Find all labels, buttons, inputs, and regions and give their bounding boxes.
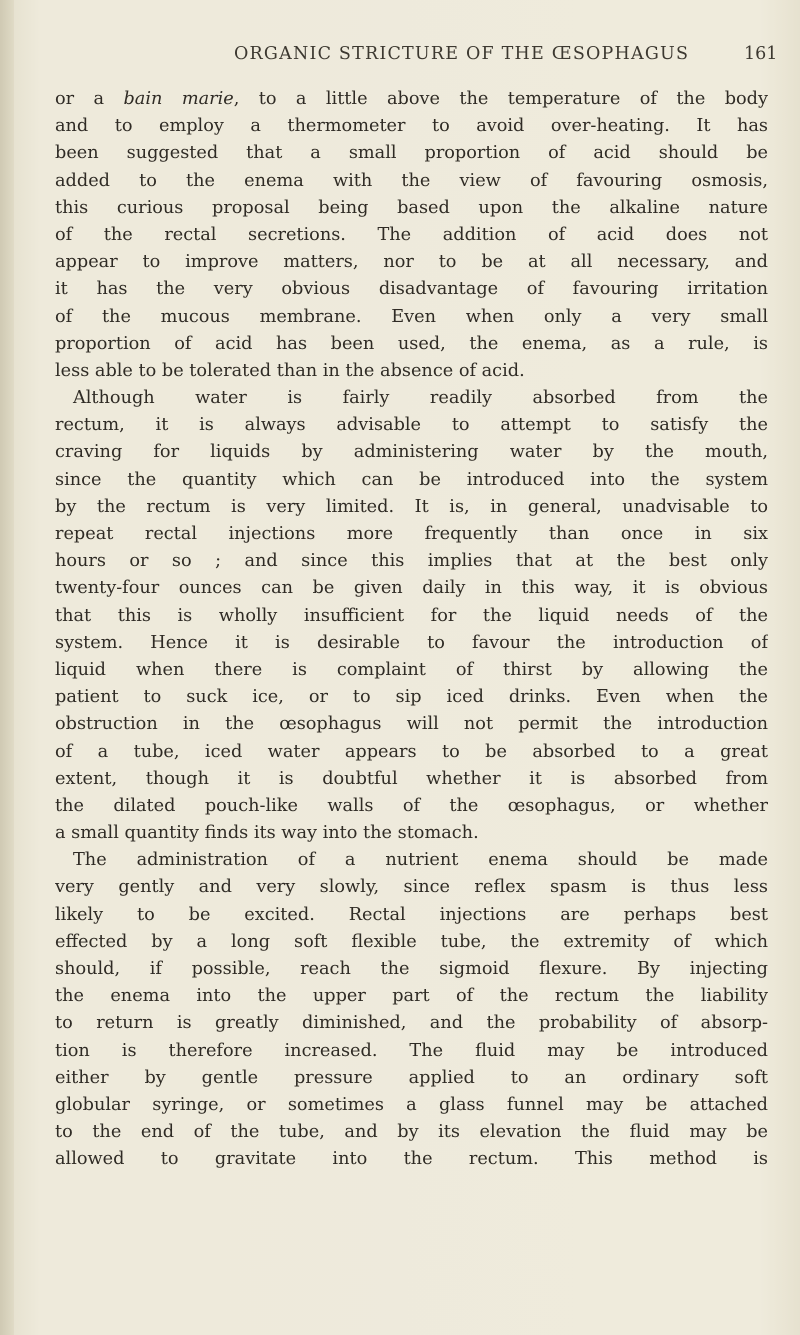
text-line: system. Hence it is desirable to favour the introduction of	[55, 632, 768, 653]
text-line: to the end of the tube, and by its elevation the fluid may be	[55, 1122, 768, 1143]
text-line: to return is greatly diminished, and the probability of absorp-	[55, 1013, 768, 1034]
text-line: the dilated pouch-like walls of the œsophagus, or whether	[55, 795, 768, 816]
text-line: added to the enema with the view of favouring osmosis,	[55, 170, 768, 191]
text-line: allowed to gravitate into the rectum. This method is	[55, 1149, 768, 1170]
text-line: very gently and very slowly, since reflex spasm is thus less	[55, 877, 768, 898]
text-line: of the rectal secretions. The addition of acid does not	[55, 224, 768, 245]
text-line: should, if possible, reach the sigmoid flexure. By injecting	[55, 959, 768, 979]
text-line: patient to suck ice, or to sip iced drinks. Even when the	[55, 687, 768, 708]
text-line: been suggested that a small proportion of acid should be	[55, 143, 768, 164]
text-line: globular syringe, or sometimes a glass funnel may be attached	[55, 1094, 768, 1115]
text-line: proportion of acid has been used, the enema, as a rule, is	[55, 333, 768, 354]
text-line: by the rectum is very limited. It is, in general, unadvisable to	[55, 496, 768, 517]
running-head: ORGANIC STRICTURE OF THE ŒSOPHAGUS	[234, 44, 690, 64]
text-line: appear to improve matters, nor to be at all necessary, and	[55, 252, 768, 273]
text-line: likely to be excited. Rectal injections are perhaps best	[55, 904, 768, 925]
text-line: and to employ a thermometer to avoid over-heating. It has	[55, 116, 768, 137]
text-line: that this is wholly insufficient for the liquid needs of the	[55, 605, 768, 626]
text-line: effected by a long soft flexible tube, the extremity of which	[55, 931, 768, 952]
text-line: twenty-four ounces can be given daily in this way, it is obvious	[55, 578, 768, 599]
italic-term: bain marie	[123, 89, 234, 109]
text-line: the enema into the upper part of the rectum the liability	[55, 986, 768, 1007]
text-line: tion is therefore increased. The fluid may be introduced	[55, 1040, 768, 1061]
text-line: this curious proposal being based upon the alkaline nature	[55, 197, 768, 218]
text-line: liquid when there is complaint of thirst by allowing the	[55, 659, 768, 680]
text-line: obstruction in the œsophagus will not permit the introduction	[55, 714, 768, 735]
text-line: either by gentle pressure applied to an ordinary soft	[55, 1067, 768, 1088]
text-line: hours or so ; and since this implies that at the best only	[55, 551, 768, 572]
text-line: craving for liquids by administering water by the mouth,	[55, 442, 768, 463]
paragraph-start-line: The administration of a nutrient enema should be made	[73, 850, 768, 871]
paragraph-end-line: a small quantity finds its way into the stomach.	[55, 823, 479, 844]
text-line: of a tube, iced water appears to be absorbed to a great	[55, 741, 768, 762]
page-header	[0, 44, 800, 68]
page-number: 161	[744, 44, 778, 64]
text-line: or a bain marie, to a little above the temperature of the body	[55, 89, 768, 109]
paragraph-end-line: less able to be tolerated than in the absence of acid.	[55, 360, 525, 381]
text-line: since the quantity which can be introduced into the system	[55, 469, 768, 490]
text-line: of the mucous membrane. Even when only a very small	[55, 306, 768, 327]
text-line: it has the very obvious disadvantage of favouring irritation	[55, 279, 768, 300]
text-line: extent, though it is doubtful whether it is absorbed from	[55, 768, 768, 789]
page-gutter-shadow	[0, 0, 14, 1335]
text-line: repeat rectal injections more frequently than once in six	[55, 524, 768, 544]
text-line: rectum, it is always advisable to attempt to satisfy the	[55, 415, 768, 436]
body-text	[55, 86, 768, 1174]
paragraph-start-line: Although water is fairly readily absorbed from the	[73, 388, 768, 409]
